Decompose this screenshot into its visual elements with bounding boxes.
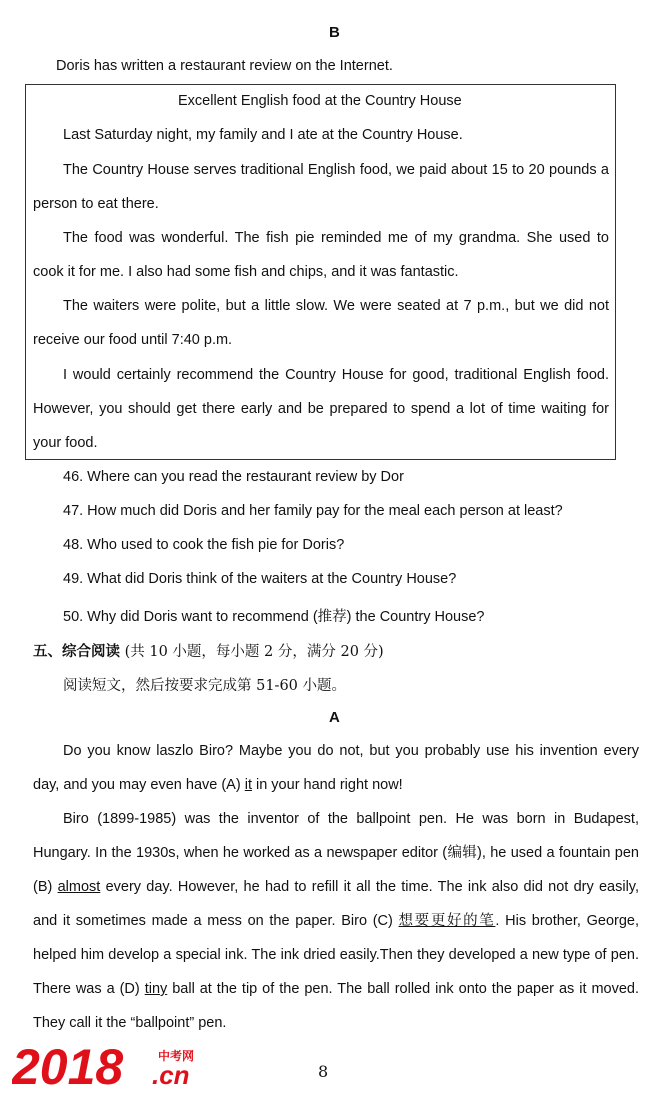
review-paragraph-4: The waiters were polite, but a little slow. We were seated at 7 p.m., but we did not receive our food until 7:40 p.m. xyxy=(33,298,609,348)
question-46: 46. Where can you read the restaurant review by Dor xyxy=(63,469,404,485)
page-number: 8 xyxy=(318,1062,329,1081)
passage-paragraph-2: Biro (1899-1985) was the inventor of the ballpoint pen. He was born in Budapest, Hungary. In the 1930s, when he worked as a newspaper editor (编辑), he used a fountain pen (B) almost every day. However, he had to refill it all the time. The ink also did not dry easily, and it sometimes made a mess on the paper. Biro (C) 想要更好的笔. His brother, George, helped him develop a special ink. The ink dried easily.Then they developed a new type of pen. There was a (D) tiny ball at the tip of the pen. The ball rolled ink onto the paper as it moved. They call it the “ballpoint” pen. xyxy=(33,811,639,1031)
review-paragraph-3: The food was wonderful. The fish pie reminded me of my grandma. She used to cook it for me. I also had some fish and chips, and it was fantastic. xyxy=(33,230,609,280)
question-47: 47. How much did Doris and her family pay for the meal each person at least? xyxy=(63,503,563,519)
review-title: Excellent English food at the Country House xyxy=(178,93,462,109)
review-paragraph-1: Last Saturday night, my family and I ate at the Country House. xyxy=(63,127,463,143)
underline-a: it xyxy=(244,777,252,793)
review-paragraph-5: I would certainly recommend the Country House for good, traditional English food. However, you should get there early and be prepared to spend a lot of time waiting for your food. xyxy=(33,367,609,451)
site-logo xyxy=(12,1040,212,1096)
section-b-intro: Doris has written a restaurant review on the Internet. xyxy=(56,58,393,74)
logo-domain: .cn xyxy=(152,1060,190,1090)
section-b-heading: B xyxy=(329,24,340,41)
section-5-header xyxy=(33,640,384,661)
question-50: 50. Why did Doris want to recommend (推荐) the Country House? xyxy=(63,609,485,625)
section-5-note: (共 10 小题，每小题 2 分，满分 20 分) xyxy=(124,644,384,660)
section-5-number: 五、 xyxy=(33,643,62,660)
passage-paragraph-1: Do you know laszlo Biro? Maybe you do not, but you probably use his invention every day, and you may even have (A) it in your hand right now! xyxy=(33,743,639,793)
section-5-title: 综合阅读 xyxy=(62,643,120,660)
underline-d: tiny xyxy=(144,981,168,997)
section-5-instruction: 阅读短文，然后按要求完成第 51-60 小题。 xyxy=(63,678,347,694)
underline-c: 想要更好的笔 xyxy=(398,913,496,929)
underline-b: almost xyxy=(57,879,101,895)
logo-cn-text: 中考网 xyxy=(158,1049,195,1063)
section-a-heading: A xyxy=(329,709,340,726)
review-paragraph-2: The Country House serves traditional English food, we paid about 15 to 20 pounds a person to eat there. xyxy=(33,162,609,212)
logo-year: 2018 xyxy=(12,1040,124,1095)
question-48: 48. Who used to cook the fish pie for Doris? xyxy=(63,537,345,553)
question-49: 49. What did Doris think of the waiters at the Country House? xyxy=(63,571,457,587)
